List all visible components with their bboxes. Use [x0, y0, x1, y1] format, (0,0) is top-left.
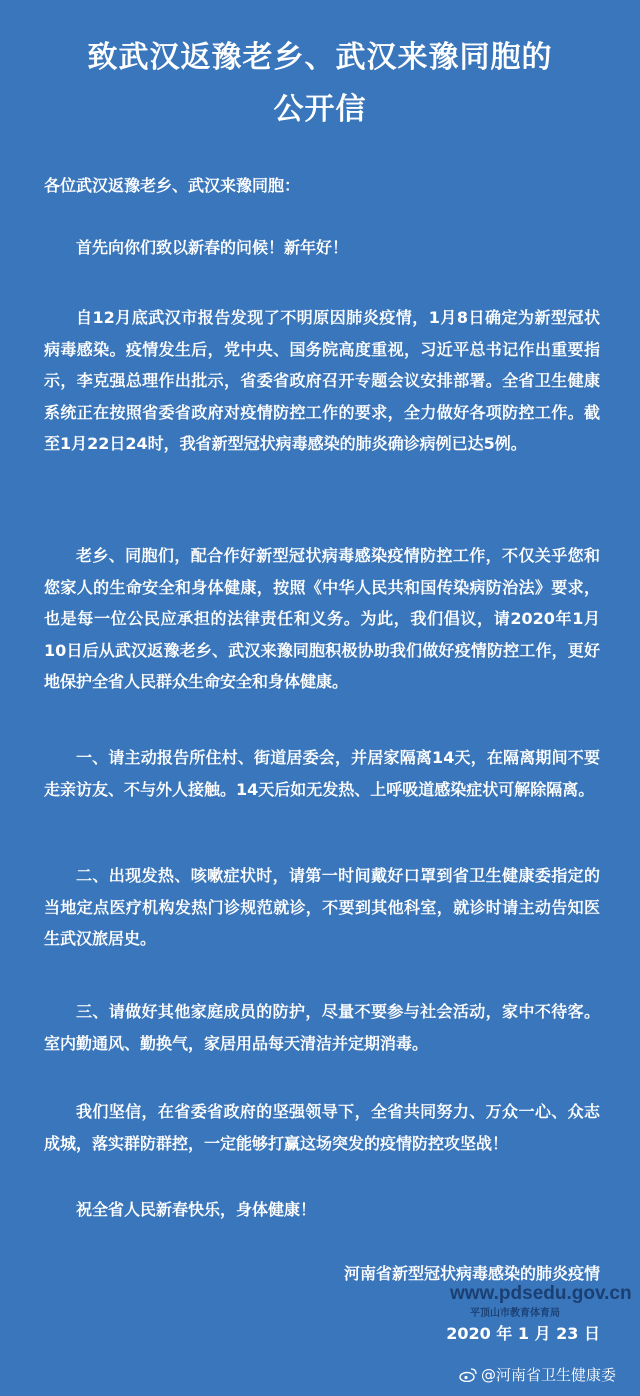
weibo-watermark: [459, 1364, 616, 1385]
paragraph-item-2: 二、出现发热、咳嗽症状时，请第一时间戴好口罩到省卫生健康委指定的当地定点医疗机构发热门诊规范就诊，不要到其他科室，就诊时请主动告知医生武汉旅居史。: [44, 866, 600, 948]
paragraph-appeal: 老乡、同胞们，配合作好新型冠状病毒感染疫情防控工作，不仅关乎您和您家人的生命安全和身体健康，按照《中华人民共和国传染病防治法》要求，也是每一位公民应承担的法律责任和义务。为此，我们倡议，请2020年1月10日后从武汉返豫老乡、武汉来豫同胞积极协助我们做好疫情防控工作，更好地保护全省人民群众生命安全和身体健康。: [44, 546, 600, 691]
paragraph-wishes: 祝全省人民新春快乐，身体健康！: [76, 1200, 317, 1219]
salutation: 各位武汉返豫老乡、武汉来豫同胞：: [44, 176, 301, 195]
weibo-handle: @河南省卫生健康委: [480, 1366, 616, 1384]
paragraph-belief: 我们坚信，在省委省政府的坚强领导下，全省共同努力、万众一心、众志成城，落实群防群控，一定能够打赢这场突发的疫情防控攻坚战！: [44, 1102, 600, 1153]
paragraph-background: 自12月底武汉市报告发现了不明原因肺炎疫情，1月8日确定为新型冠状病毒感染。疫情发生后，党中央、国务院高度重视，习近平总书记作出重要指示，李克强总理作出批示，省委省政府召开专题会议安排部署。全省卫生健康系统正在按照省委省政府对疫情防控工作的要求，全力做好各项防控工作。截至1月22日24时，我省新型冠状病毒感染的肺炎确诊病例已达5例。: [44, 308, 600, 453]
weibo-icon: [459, 1368, 477, 1382]
paragraph-greeting: 首先向你们致以新春的问候！新年好！: [76, 238, 349, 257]
paragraph-item-3: 三、请做好其他家庭成员的防护，尽量不要参与社会活动，家中不待客。室内勤通风、勤换气，家居用品每天清洁并定期消毒。: [44, 1002, 600, 1053]
watermark-sub: 平顶山市教育体育局: [470, 1308, 560, 1319]
letter-title-line2: 公开信: [273, 92, 367, 127]
watermark-url: www.pdsedu.gov.cn: [450, 1283, 632, 1304]
signature-date: 2020 年 1 月 23 日: [446, 1324, 600, 1343]
letter-title-line1: 致武汉返豫老乡、武汉来豫同胞的: [87, 40, 553, 75]
paragraph-item-1: 一、请主动报告所住村、街道居委会，并居家隔离14天，在隔离期间不要走亲访友、不与外人接触。14天后如无发热、上呼吸道感染症状可解除隔离。: [44, 748, 600, 799]
signature-org: 河南省新型冠状病毒感染的肺炎疫情: [343, 1264, 600, 1283]
